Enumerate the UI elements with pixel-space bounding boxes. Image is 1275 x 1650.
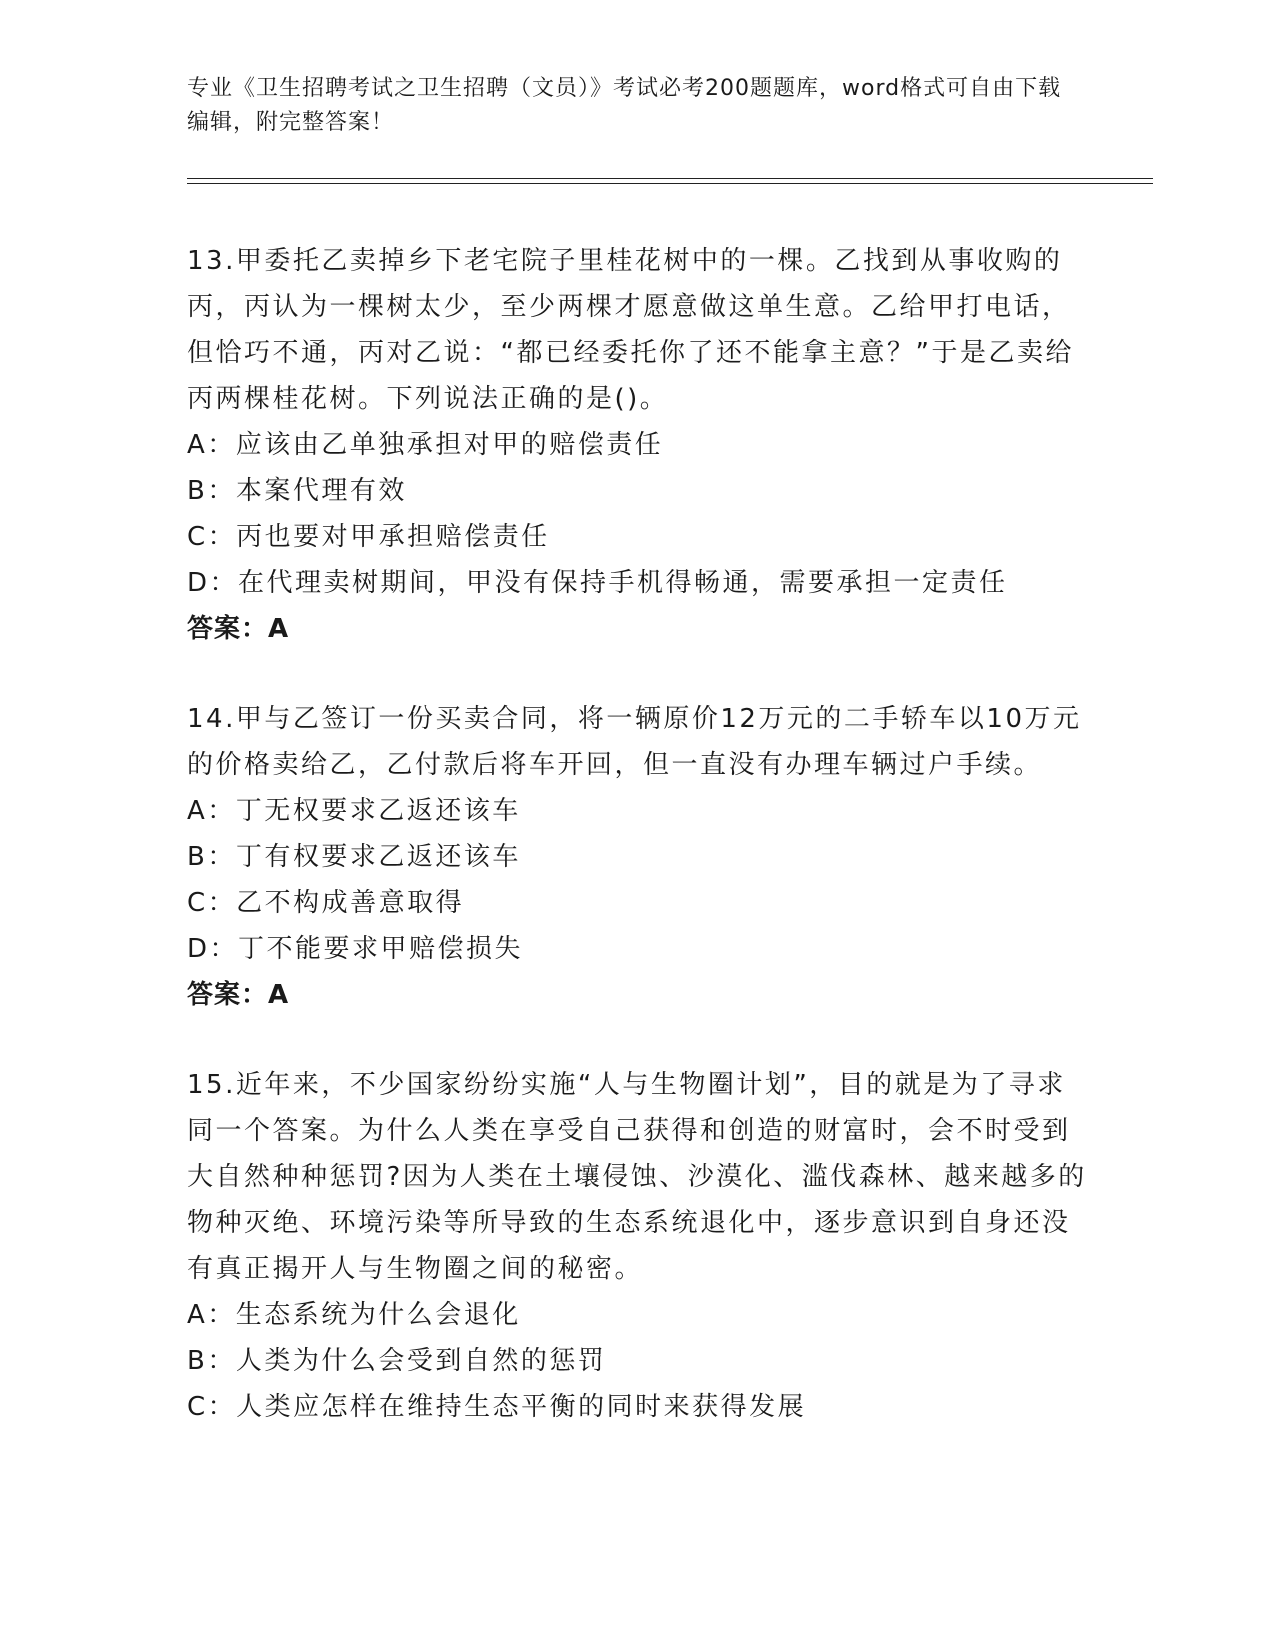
answer-label: 答案：A bbox=[187, 980, 290, 1010]
option-c: C：乙不构成善意取得 bbox=[187, 888, 465, 918]
option-a: A：应该由乙单独承担对甲的赔偿责任 bbox=[187, 430, 664, 460]
option-d: D：在代理卖树期间，甲没有保持手机得畅通，需要承担一定责任 bbox=[187, 568, 1008, 598]
question-stem: 13.甲委托乙卖掉乡下老宅院子里桂花树中的一棵。乙找到从事收购的丙，丙认为一棵树太少，至少两棵才愿意做这单生意。乙给甲打电话，但恰巧不通，丙对乙说：“都已经委托你了还不能拿主意？”于是乙卖给丙两棵桂花树。下列说法正确的是()。 bbox=[187, 246, 1074, 414]
question-list bbox=[187, 238, 1087, 1474]
question-14 bbox=[187, 696, 1087, 1018]
option-a: A：生态系统为什么会退化 bbox=[187, 1300, 521, 1330]
option-c: C：人类应怎样在维持生态平衡的同时来获得发展 bbox=[187, 1392, 807, 1422]
question-15 bbox=[187, 1062, 1087, 1430]
answer-label: 答案：A bbox=[187, 614, 290, 644]
document-header bbox=[187, 72, 1067, 140]
header-divider-bottom bbox=[187, 183, 1153, 184]
option-d: D：丁不能要求甲赔偿损失 bbox=[187, 934, 524, 964]
option-c: C：丙也要对甲承担赔偿责任 bbox=[187, 522, 550, 552]
option-b: B：人类为什么会受到自然的惩罚 bbox=[187, 1346, 607, 1376]
question-stem: 15.近年来，不少国家纷纷实施“人与生物圈计划”，目的就是为了寻求同一个答案。为什么人类在享受自己获得和创造的财富时，会不时受到大自然种种惩罚?因为人类在土壤侵蚀、沙漠化、滥伐森林、越来越多的物种灭绝、环境污染等所导致的生态系统退化中，逐步意识到自身还没有真正揭开人与生物圈之间的秘密。 bbox=[187, 1070, 1087, 1284]
question-stem: 14.甲与乙签订一份买卖合同，将一辆原价12万元的二手轿车以10万元的价格卖给乙，乙付款后将车开回，但一直没有办理车辆过户手续。 bbox=[187, 704, 1082, 780]
header-title: 专业《卫生招聘考试之卫生招聘（文员）》考试必考200题题库，word格式可自由下载编辑，附完整答案！ bbox=[187, 76, 1062, 135]
option-b: B：本案代理有效 bbox=[187, 476, 407, 506]
header-divider-top bbox=[187, 178, 1153, 179]
option-b: B：丁有权要求乙返还该车 bbox=[187, 842, 521, 872]
option-a: A：丁无权要求乙返还该车 bbox=[187, 796, 521, 826]
question-13 bbox=[187, 238, 1087, 652]
